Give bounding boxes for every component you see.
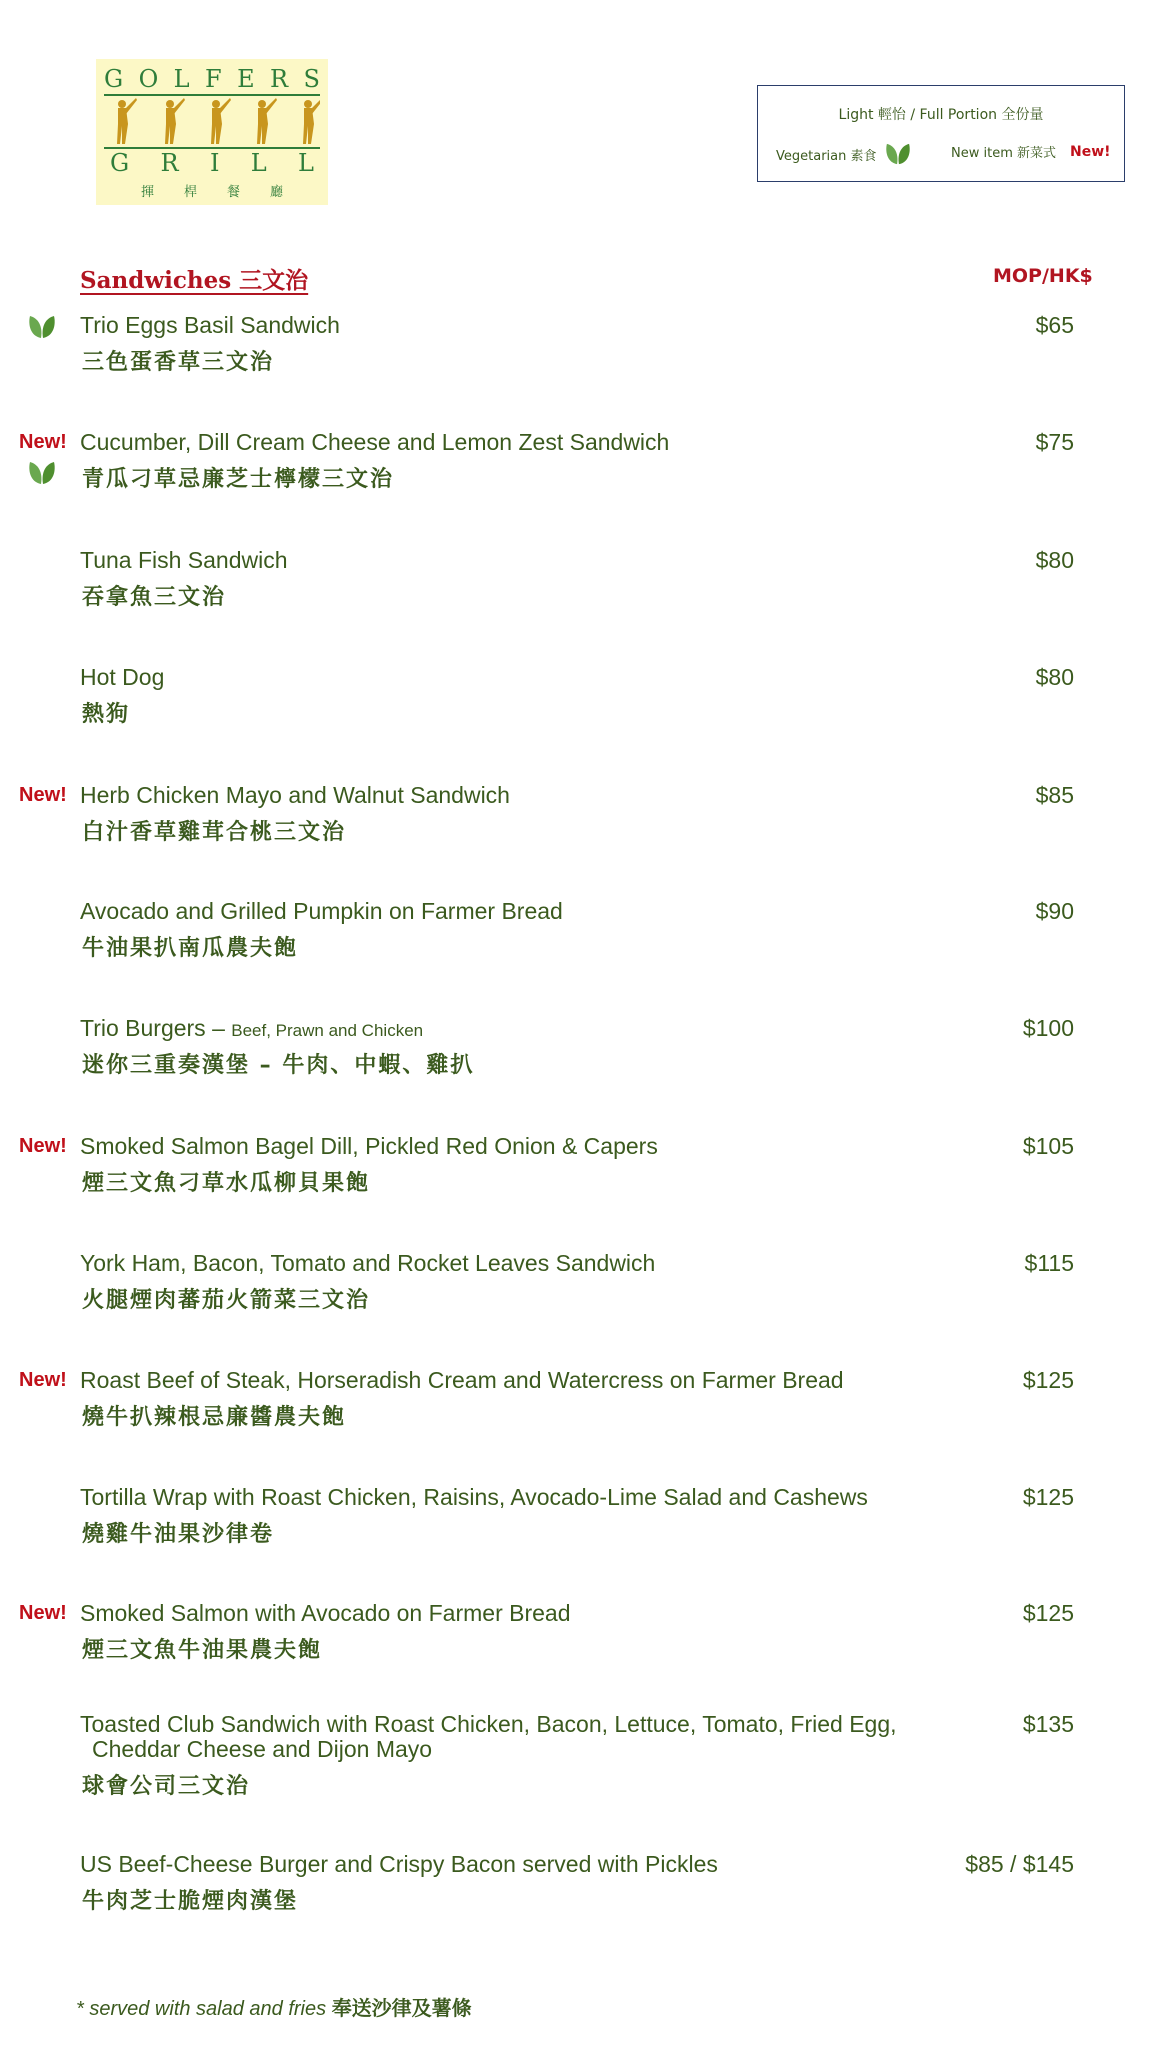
item-name-en: Tortilla Wrap with Roast Chicken, Raisins, Avocado-Lime Salad and Cashews [80, 1484, 868, 1510]
new-badge: New! [19, 1369, 67, 1391]
item-name-en: Herb Chicken Mayo and Walnut Sandwich [80, 782, 510, 808]
item-name-en: Cucumber, Dill Cream Cheese and Lemon Zest Sandwich [80, 429, 670, 455]
item-price: $125 [1022, 1484, 1074, 1510]
item-price: $80 [1035, 664, 1074, 690]
new-badge: New! [1070, 143, 1111, 160]
item-name-zh: 吞拿魚三文治 [82, 585, 227, 610]
golfer-figures-icon [104, 96, 320, 146]
item-name-en: Trio Eggs Basil Sandwich [80, 312, 340, 338]
item-name-en: Avocado and Grilled Pumpkin on Farmer Bread [80, 898, 563, 924]
item-name-zh: 燒雞牛油果沙律卷 [82, 1522, 275, 1547]
currency-label: MOP/HK$ [993, 265, 1093, 287]
item-price: $115 [1024, 1250, 1074, 1276]
vegetarian-leaf-icon [26, 314, 58, 340]
item-name-zh: 煙三文魚刁草水瓜柳貝果飽 [82, 1171, 371, 1196]
item-name-zh: 球會公司三文治 [82, 1774, 251, 1799]
item-price: $105 [1022, 1133, 1074, 1159]
new-badge: New! [19, 1602, 67, 1624]
legend-box [757, 85, 1125, 182]
item-price: $125 [1022, 1367, 1074, 1393]
item-price: $135 [1022, 1711, 1074, 1737]
item-name-en: Trio Burgers – Beef, Prawn and Chicken [80, 1015, 424, 1041]
item-price: $125 [1022, 1600, 1074, 1626]
item-name-zh: 白汁香草雞茸合桃三文治 [82, 820, 347, 845]
item-name-zh: 燒牛扒辣根忌廉醬農夫飽 [82, 1405, 347, 1430]
item-name-zh: 煙三文魚牛油果農夫飽 [82, 1638, 323, 1663]
item-name-zh: 青瓜刁草忌廉芝士檸檬三文治 [82, 467, 395, 492]
item-name-zh: 牛油果扒南瓜農夫飽 [82, 936, 299, 961]
item-name-en: York Ham, Bacon, Tomato and Rocket Leaves Sandwich [80, 1250, 656, 1276]
legend-portion: Light 輕怡 / Full Portion 全份量 [838, 107, 1044, 123]
logo-word-golfers: G O L F E R S [104, 65, 320, 93]
new-badge: New! [19, 431, 67, 453]
item-price: $80 [1035, 547, 1074, 573]
logo-word-grill: G R I L L [110, 149, 314, 177]
item-name-zh: 火腿煙肉蕃茄火箭菜三文治 [82, 1288, 371, 1313]
vegetarian-leaf-icon [883, 142, 913, 166]
section-title: Sandwiches 三文治 [80, 267, 309, 294]
item-name-en: Tuna Fish Sandwich [80, 547, 288, 573]
item-name-zh: 牛肉芝士脆煙肉漢堡 [82, 1889, 299, 1914]
item-name-detail: Beef, Prawn and Chicken [231, 1021, 424, 1040]
item-name-zh: 三色蛋香草三文治 [82, 350, 275, 375]
item-name-en: US Beef-Cheese Burger and Crispy Bacon served with Pickles [80, 1851, 718, 1877]
new-badge: New! [19, 1135, 67, 1157]
item-price: $65 [1035, 312, 1074, 338]
item-price: $85 [1035, 782, 1074, 808]
logo-chinese-name: 揮 桿 餐 廳 [140, 185, 283, 200]
item-name-en: Hot Dog [80, 664, 165, 690]
item-name-en: Roast Beef of Steak, Horseradish Cream and Watercress on Farmer Bread [80, 1367, 844, 1393]
item-name-zh: 熱狗 [82, 702, 131, 727]
item-name-en: Smoked Salmon Bagel Dill, Pickled Red Onion & Capers [80, 1133, 658, 1159]
item-name-en-continued: Cheddar Cheese and Dijon Mayo [92, 1736, 433, 1762]
item-price: $90 [1035, 898, 1074, 924]
new-badge: New! [19, 784, 67, 806]
footer-note: * served with salad and fries 奉送沙律及薯條 [76, 1996, 472, 2020]
item-price: $100 [1022, 1015, 1074, 1041]
legend-vegetarian: Vegetarian 素食 [776, 142, 913, 166]
item-price: $85 / $145 [965, 1851, 1074, 1877]
item-name-en: Smoked Salmon with Avocado on Farmer Bread [80, 1600, 571, 1626]
item-price: $75 [1035, 429, 1074, 455]
legend-new-item: New item 新菜式 New! [951, 143, 1111, 161]
vegetarian-leaf-icon [26, 460, 58, 486]
golfers-grill-logo [96, 59, 328, 205]
item-name-en: Toasted Club Sandwich with Roast Chicken, Bacon, Lettuce, Tomato, Fried Egg, [80, 1711, 897, 1737]
item-name-zh: 迷你三重奏漢堡 – 牛肉、中蝦、雞扒 [82, 1053, 475, 1078]
